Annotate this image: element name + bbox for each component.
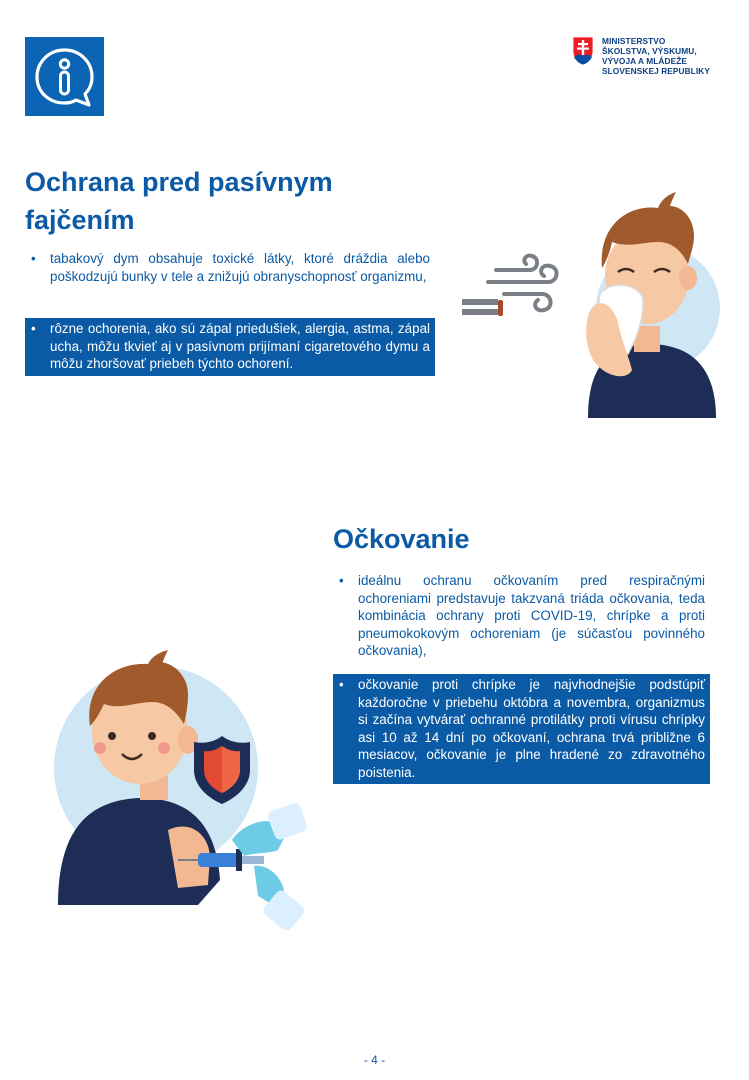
ministry-logo [572, 36, 742, 86]
list-item [25, 250, 435, 285]
sneezing-boy-illustration [458, 186, 728, 418]
section-title-passive-smoking [25, 163, 425, 239]
ministry-line: ŠKOLSTVA, VÝSKUMU, [602, 46, 697, 56]
list-item-text: rôzne ochorenia, ako sú zápal priedušiek, alergia, astma, zápal ucha, môžu tkvieť aj v pasívnom prijímaní cigaretového dymu a môžu zhoršovať priebeh týchto ochorení. [50, 321, 430, 371]
page-number: - 4 - [363, 1053, 386, 1067]
section-title-vaccination: Očkovanie [333, 524, 470, 554]
list-item [333, 572, 710, 660]
bullet-dot-icon: • [339, 677, 344, 692]
info-badge [25, 37, 104, 116]
bullet-dot-icon: • [339, 573, 344, 588]
list-item-highlighted [25, 318, 435, 376]
vaccination-boy-illustration [48, 650, 310, 945]
list-item-text: tabakový dym obsahuje toxické látky, ktoré dráždia alebo poškodzujú bunky v tele a znižujú obranyschopnosť organizmu, [50, 251, 430, 284]
ministry-line: SLOVENSKEJ REPUBLIKY [602, 66, 711, 76]
info-speech-bubble-icon [25, 37, 104, 116]
title-line: fajčením [25, 205, 135, 235]
ministry-name [602, 36, 710, 76]
list-item-text: ideálnu ochranu očkovaním pred respiračnými ochoreniami predstavuje takzvaná triáda očkovania, teda kombinácia ochrany proti COVID-19, chrípke a proti pneumokokovým ochoreniam (je súčasťou povinného očkovania), [358, 573, 705, 658]
ministry-line: VÝVOJA A MLÁDEŽE [602, 56, 688, 66]
bullet-dot-icon: • [31, 251, 36, 266]
bullet-dot-icon: • [31, 321, 36, 336]
slovak-coat-of-arms-icon [572, 36, 594, 66]
ministry-line: MINISTERSTVO [602, 36, 666, 46]
list-item-text: očkovanie proti chrípke je najvhodnejšie podstúpiť každoročne v priebehu októbra a novembra, organizmus si začína vytvárať ochranné protilátky proti vírusu chrípky asi 10 až 14 dní po očkovaní, ochrana trvá približne 6 mesiacov, očkovanie je plne hradené zo zdravotného poistenia. [358, 677, 705, 780]
list-item-highlighted [333, 674, 710, 784]
title-line: Ochrana pred pasívnym [25, 167, 333, 197]
